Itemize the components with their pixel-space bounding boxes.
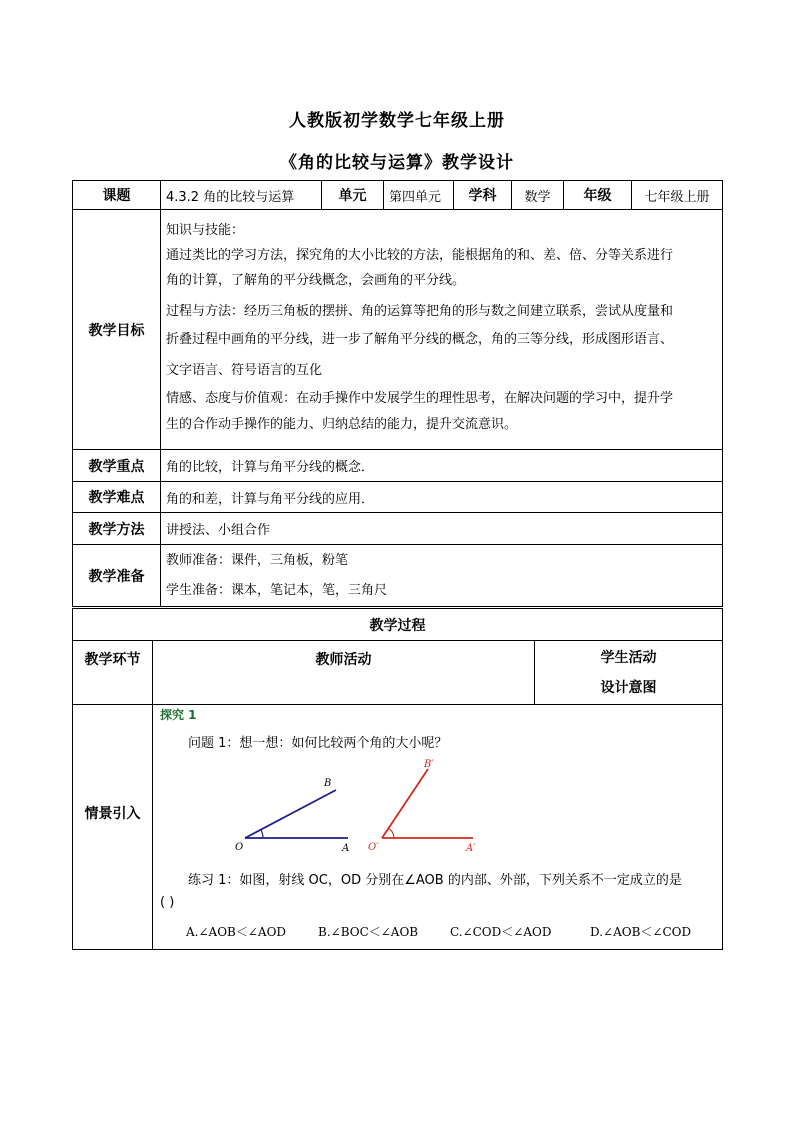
goals-line: 角的计算，了解角的平分线概念，会画角的平分线。 xyxy=(166,273,466,288)
key-points-label: 教学重点 xyxy=(73,450,161,482)
unit-label: 单元 xyxy=(322,181,384,210)
key-points-value: 角的比较，计算与角平分线的概念． xyxy=(161,450,723,482)
teacher-activity-header: 教师活动 xyxy=(153,641,535,705)
document-title: 人教版初学数学七年级上册 xyxy=(289,111,505,131)
document-subtitle: 《角的比较与运算》教学设计 xyxy=(280,153,514,173)
student-activity-label: 学生活动 xyxy=(600,649,657,666)
difficulties-value: 角的和差，计算与角平分线的应用． xyxy=(161,482,723,513)
label-o-prime: O′ xyxy=(368,842,379,853)
label-a-prime: A′ xyxy=(466,843,476,854)
goals-line: 通过类比的学习方法，探究角的大小比较的方法，能根据角的和、差、倍、分等关系进行 xyxy=(166,248,674,263)
subject-value: 数学 xyxy=(512,181,564,210)
activity-area xyxy=(153,705,722,949)
methods-label: 教学方法 xyxy=(73,513,161,545)
goals-label: 教学目标 xyxy=(73,210,161,450)
label-o: O xyxy=(235,842,244,853)
difficulties-label: 教学难点 xyxy=(73,482,161,513)
grade-value: 七年级上册 xyxy=(632,181,723,210)
student-preparation: 学生准备：课本，笔记本，笔，三角尺 xyxy=(166,582,388,598)
ray-ob xyxy=(245,790,336,838)
angle-arc-o xyxy=(261,830,263,838)
option-d: D.∠AOB＜∠COD xyxy=(590,925,692,939)
option-c: C.∠COD＜∠AOD xyxy=(450,925,552,939)
unit-value: 第四单元 xyxy=(384,181,454,210)
activity-content xyxy=(153,705,723,950)
stage-name: 情景引入 xyxy=(73,705,153,950)
goals-line: 过程与方法：经历三角板的摆拼、角的运算等把角的形与数之间建立联系，尝试从度量和 xyxy=(166,304,674,319)
angle-figure xyxy=(190,759,490,859)
angle-arc-o2 xyxy=(388,828,394,838)
goals-line: 生的合作动手操作的能力、归纳总结的能力，提升交流意识。 xyxy=(166,417,518,432)
stage-header: 教学环节 xyxy=(73,641,153,705)
design-intent-label: 设计意图 xyxy=(600,679,657,696)
goals-line: 知识与技能： xyxy=(166,223,245,238)
option-a: A.∠AOB＜∠AOD xyxy=(186,925,287,939)
goals-line: 折叠过程中画角的平分线，进一步了解角平分线的概念，角的三等分线，形成图形语言、 xyxy=(166,332,674,347)
info-table xyxy=(72,180,723,607)
grade-label: 年级 xyxy=(564,181,632,210)
process-title: 教学过程 xyxy=(73,609,723,641)
methods-value: 讲授法、小组合作 xyxy=(161,513,723,545)
subject-label: 学科 xyxy=(454,181,512,210)
option-b: B.∠BOC＜∠AOB xyxy=(318,925,419,939)
goals-content xyxy=(161,210,723,450)
process-table xyxy=(72,608,723,950)
question-text: 问题 1：想一想：如何比较两个角的大小呢？ xyxy=(188,736,448,751)
label-b-prime: B′ xyxy=(424,759,434,770)
topic-value: 4.3.2 角的比较与运算 xyxy=(161,181,322,210)
goals-line: 情感、态度与价值观：在动手操作中发展学生的理性思考，在解决问题的学习中，提升学 xyxy=(166,391,674,406)
topic-label: 课题 xyxy=(73,181,161,210)
teacher-preparation: 教师准备：课件，三角板，粉笔 xyxy=(166,552,349,568)
ray-o2b2 xyxy=(382,769,428,838)
preparation-label: 教学准备 xyxy=(73,545,161,607)
goals-line: 文字语言、符号语言的互化 xyxy=(166,363,323,378)
explore-heading: 探究 1 xyxy=(160,708,197,722)
student-activity-header xyxy=(535,641,723,705)
exercise-blank: ( ) xyxy=(160,895,175,910)
preparation-content xyxy=(161,545,723,607)
exercise-text: 练习 1：如图，射线 OC，OD 分别在∠AOB 的内部、外部，下列关系不一定成立的是 xyxy=(188,873,682,888)
label-a: A xyxy=(342,843,350,854)
label-b: B xyxy=(324,778,332,789)
